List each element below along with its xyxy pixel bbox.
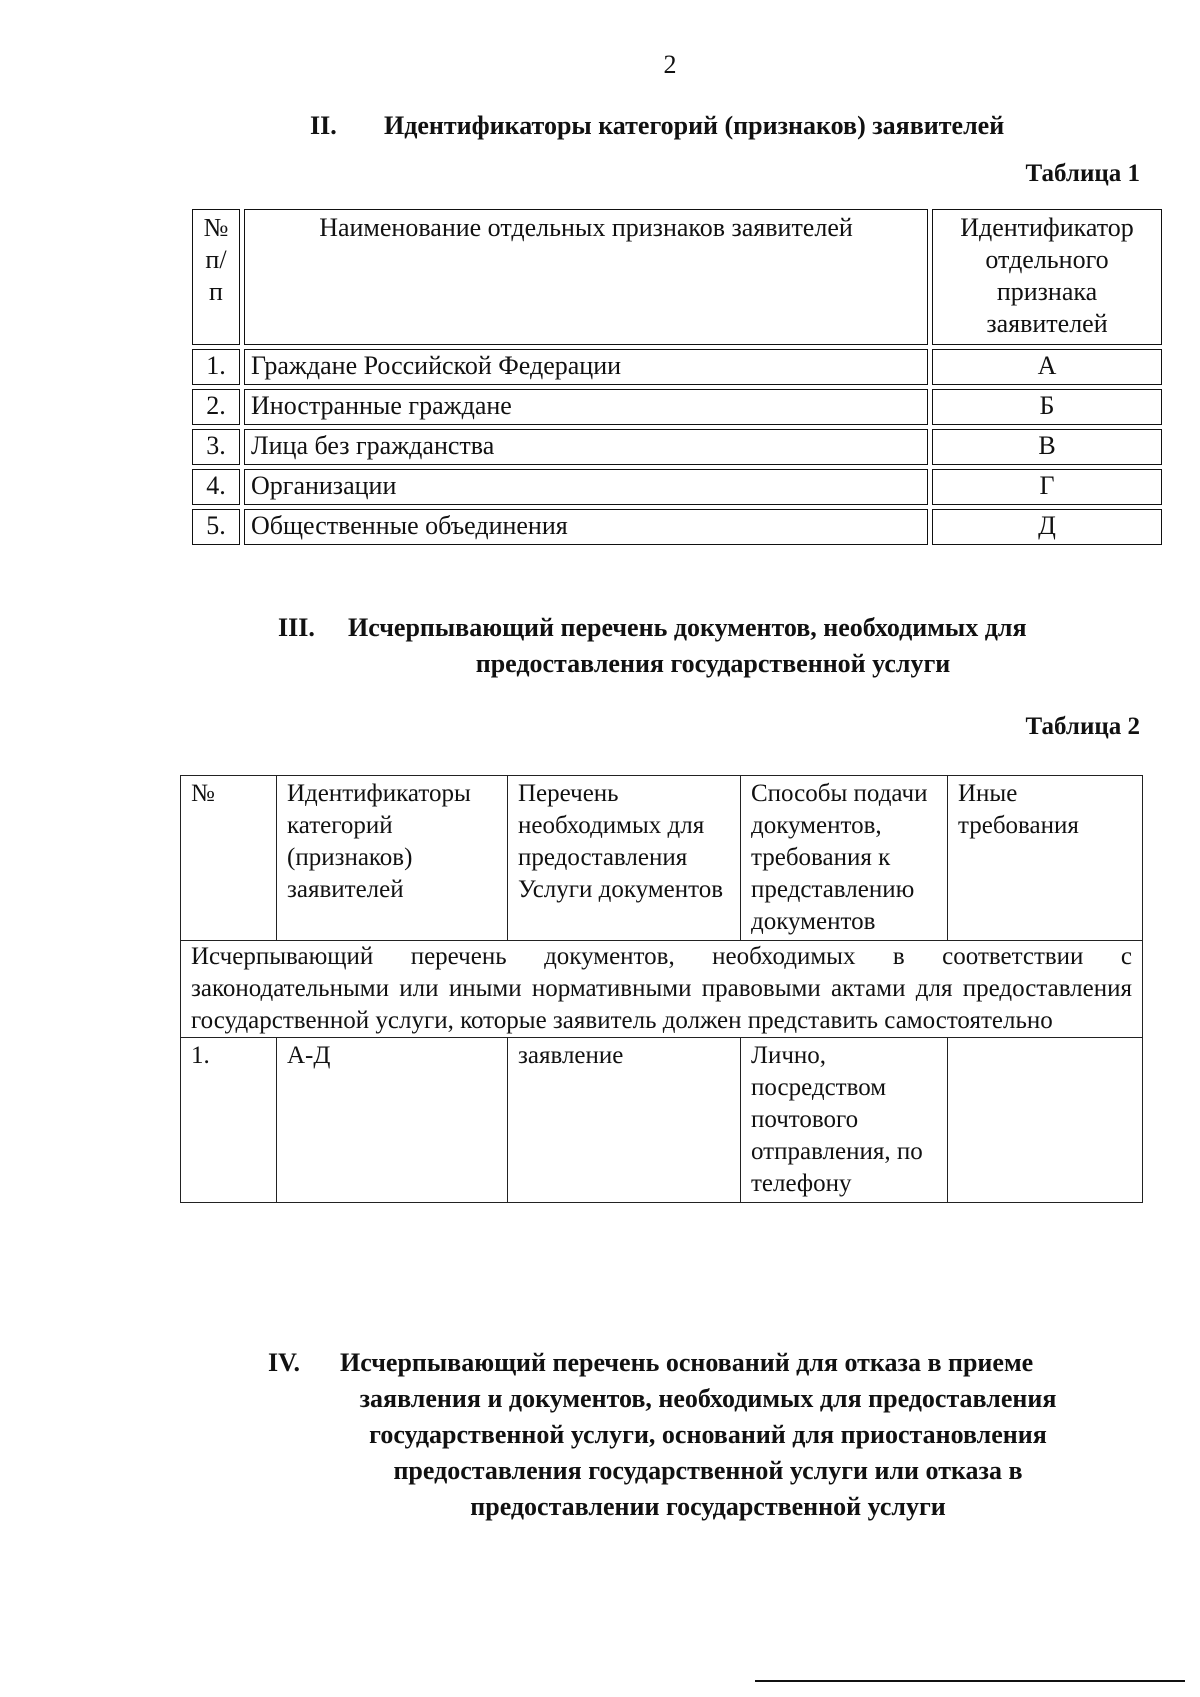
- span-row-text: Исчерпывающий перечень документов, необходимых в соответствии с законодательными или иными нормативными правовыми актами для предоставления государственной услуги, которые заявитель должен представить самостоятельно: [181, 941, 1143, 1038]
- header-other: Иные требования: [948, 776, 1143, 941]
- row-name: Иностранные граждане: [244, 389, 928, 425]
- section-4-heading: [268, 1345, 1148, 1535]
- table-row: [192, 429, 1162, 465]
- table-row: [192, 509, 1162, 545]
- row-id: Г: [932, 469, 1162, 505]
- header-categories: Идентификаторы категорий (признаков) заявителей: [277, 776, 508, 941]
- page-number: 2: [663, 50, 677, 79]
- header-documents: Перечень необходимых для предоставления Услуги документов: [508, 776, 741, 941]
- table-header-row: [181, 776, 1143, 941]
- row-methods: Лично, посредством почтового отправления, по телефону: [741, 1038, 948, 1203]
- section-4-title-line-5: предоставлении государственной услуги: [470, 1492, 946, 1521]
- row-id: А: [932, 349, 1162, 385]
- row-num: 5.: [192, 509, 240, 545]
- section-2-numeral: II.: [310, 111, 337, 140]
- table-row: [181, 1038, 1143, 1203]
- table-row: [192, 349, 1162, 385]
- section-4-numeral: IV.: [268, 1348, 301, 1377]
- section-3-numeral: III.: [278, 613, 315, 642]
- header-name: Наименование отдельных признаков заявителей: [244, 209, 928, 345]
- footer-rule: [755, 1680, 1185, 1682]
- header-id: Идентификатор отдельного признака заявителей: [932, 209, 1162, 345]
- row-categories: А-Д: [277, 1038, 508, 1203]
- section-4-title-line-1: Исчерпывающий перечень оснований для отказа в приеме: [340, 1348, 1034, 1377]
- section-4-title-line-3: государственной услуги, оснований для приостановления: [369, 1420, 1047, 1449]
- section-3-title-line-1: Исчерпывающий перечень документов, необходимых для: [348, 613, 1027, 642]
- row-num: 2.: [192, 389, 240, 425]
- row-id: Б: [932, 389, 1162, 425]
- table-2-caption: Таблица 2: [1025, 713, 1140, 740]
- row-num: 1.: [181, 1038, 277, 1203]
- row-name: Организации: [244, 469, 928, 505]
- section-4-title-line-4: предоставления государственной услуги или отказа в: [393, 1456, 1023, 1485]
- applicant-categories-table: [188, 205, 1166, 549]
- row-num: 3.: [192, 429, 240, 465]
- section-2-title: Идентификаторы категорий (признаков) заявителей: [384, 111, 1005, 140]
- row-num: 1.: [192, 349, 240, 385]
- section-4-title-line-2: заявления и документов, необходимых для предоставления: [359, 1384, 1057, 1413]
- row-id: В: [932, 429, 1162, 465]
- header-methods: Способы подачи документов, требования к представлению документов: [741, 776, 948, 941]
- header-num: №: [181, 776, 277, 941]
- row-documents: заявление: [508, 1038, 741, 1203]
- table-row: [192, 469, 1162, 505]
- row-name: Общественные объединения: [244, 509, 928, 545]
- documents-table: [180, 775, 1143, 1203]
- section-3-heading: [278, 610, 1158, 690]
- header-num: № п/п: [192, 209, 240, 345]
- table-header-row: [192, 209, 1162, 345]
- row-num: 4.: [192, 469, 240, 505]
- section-3-title-line-2: предоставления государственной услуги: [475, 649, 951, 678]
- row-name: Лица без гражданства: [244, 429, 928, 465]
- table-row: [192, 389, 1162, 425]
- table-span-row: [181, 941, 1143, 1038]
- row-id: Д: [932, 509, 1162, 545]
- row-other: [948, 1038, 1143, 1203]
- table-1-caption: Таблица 1: [1025, 160, 1140, 187]
- row-name: Граждане Российской Федерации: [244, 349, 928, 385]
